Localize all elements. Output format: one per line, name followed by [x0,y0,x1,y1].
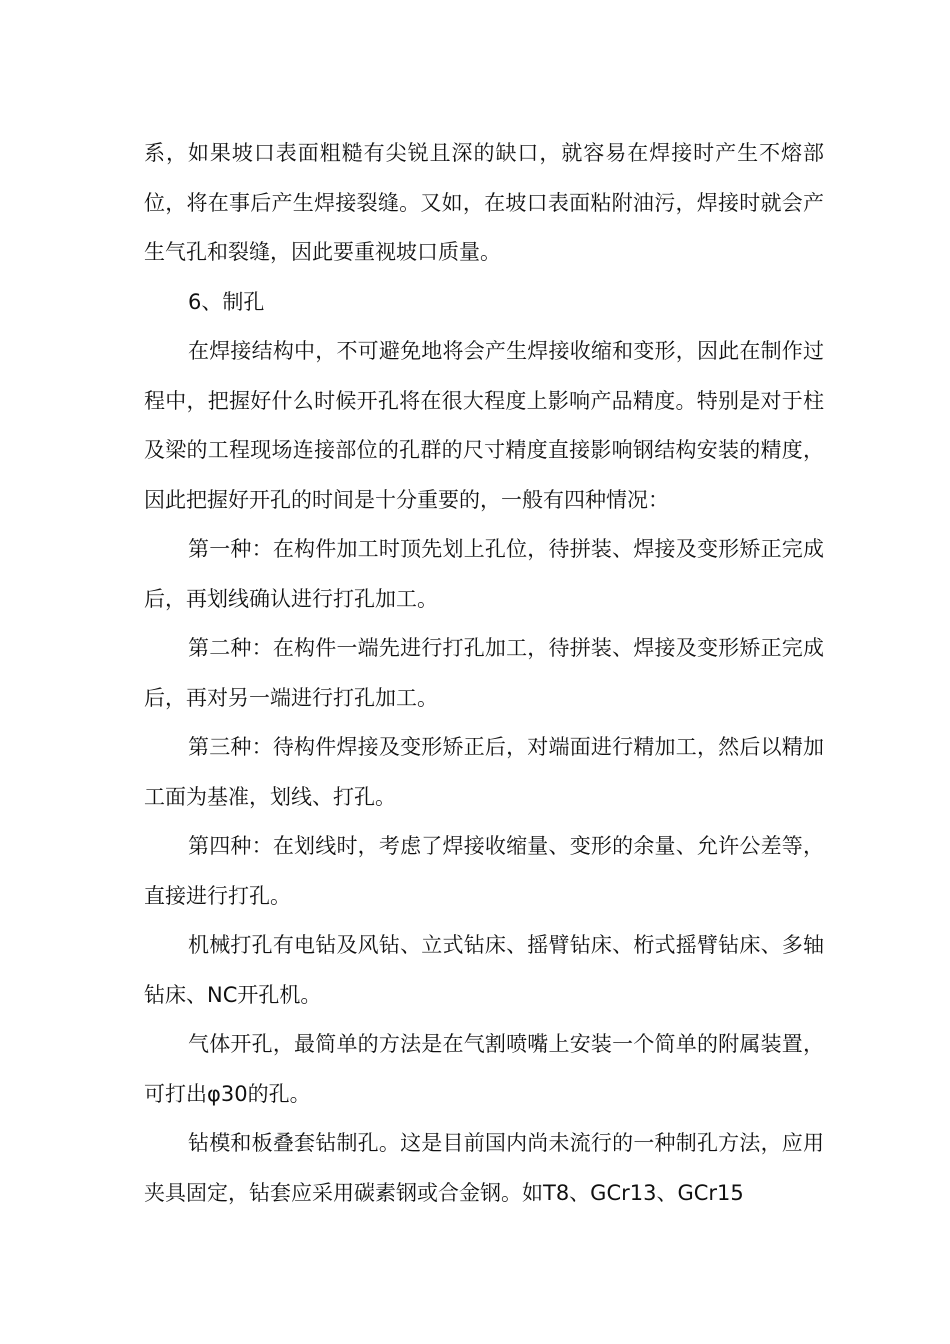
paragraph-groove-quality: 系，如果坡口表面粗糙有尖锐且深的缺口，就容易在焊接时产生不熔部位，将在事后产生焊接裂缝。又如，在坡口表面粘附油污，焊接时就会产生气孔和裂缝，因此要重视坡口质量。 [144,141,824,264]
paragraph-mechanical-drilling: 机械打孔有电钻及风钻、立式钻床、摇臂钻床、桁式摇臂钻床、多轴钻床、NC开孔机。 [144,933,824,1007]
paragraph-gas-hole-making: 气体开孔，最简单的方法是在气割喷嘴上安装一个简单的附属装置，可打出φ30的孔。 [144,1032,824,1106]
paragraph-hole-timing: 在焊接结构中，不可避免地将会产生焊接收缩和变形，因此在制作过程中，把握好什么时候开孔将在很大程度上影响产品精度。特别是对于柱及梁的工程现场连接部位的孔群的尺寸精度直接影响钢结构安装的精度，因此把握好开孔的时间是十分重要的，一般有四种情况： [144,339,824,512]
paragraph-method-four: 第四种：在划线时，考虑了焊接收缩量、变形的余量、允许公差等，直接进行打孔。 [144,834,824,908]
section-heading-hole-making: 6、制孔 [188,289,265,314]
paragraph-method-one: 第一种：在构件加工时顶先划上孔位，待拼装、焊接及变形矫正完成后，再划线确认进行打孔加工。 [144,537,824,611]
paragraph-method-three: 第三种：待构件焊接及变形矫正后，对端面进行精加工，然后以精加工面为基准，划线、打孔。 [144,735,824,809]
paragraph-jig-drilling: 钻模和板叠套钻制孔。这是目前国内尚未流行的一种制孔方法，应用夹具固定，钻套应采用碳素钢或合金钢。如T8、GCr13、GCr15 [144,1131,824,1205]
paragraph-method-two: 第二种：在构件一端先进行打孔加工，待拼装、焊接及变形矫正完成后，再对另一端进行打孔加工。 [144,636,824,710]
document-body [144,129,824,1218]
